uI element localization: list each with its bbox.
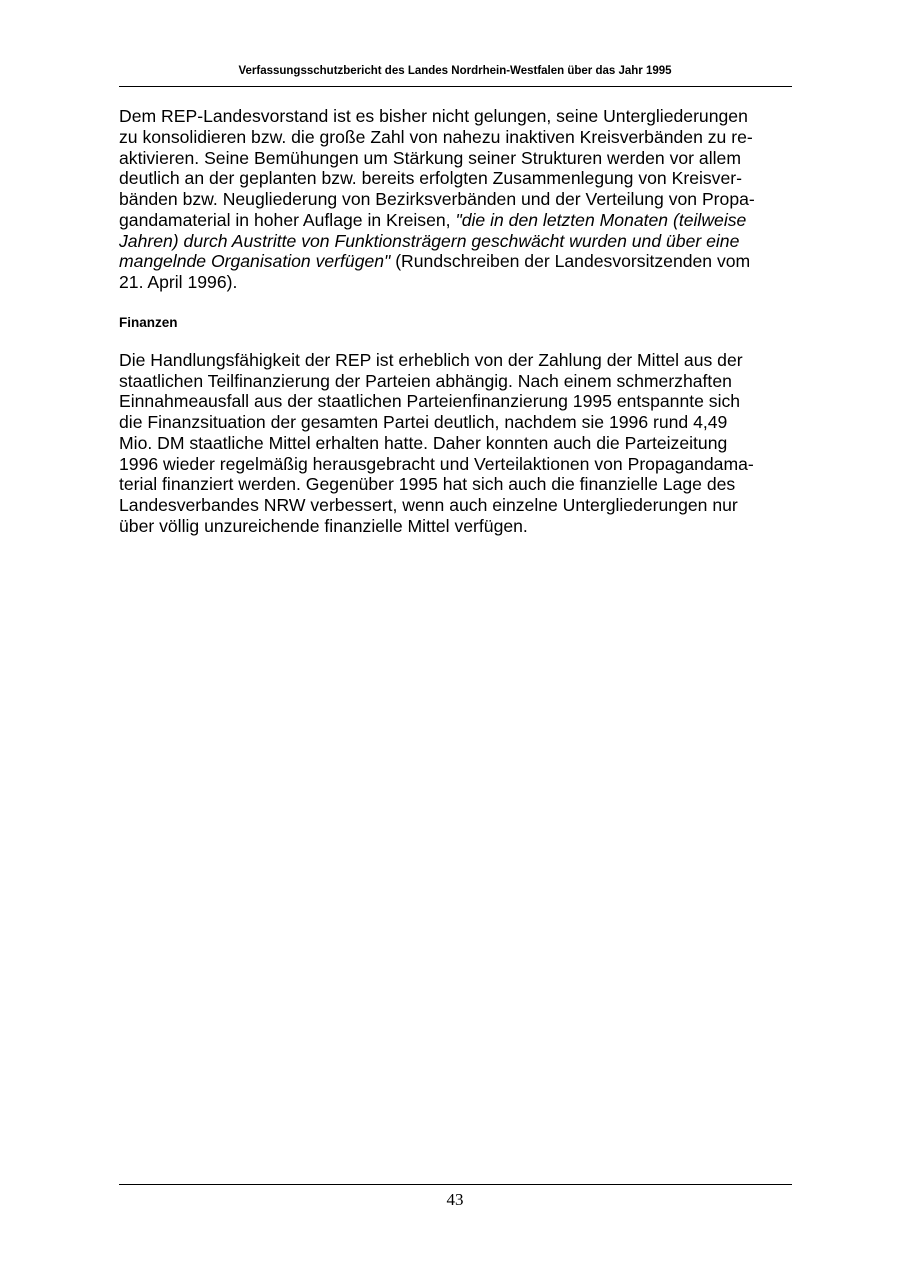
text-line: bänden bzw. Neugliederung von Bezirksverbänden und der Verteilung von Propa- [119,189,755,209]
text-line: Landesverbandes NRW verbessert, wenn auch einzelne Untergliederungen nur [119,495,738,515]
text-line: über völlig unzureichende finanzielle Mittel verfügen. [119,515,528,536]
text-line: Die Handlungsfähigkeit der REP ist erheblich von der Zahlung der Mittel aus der [119,349,743,370]
text-line: Mio. DM staatliche Mittel erhalten hatte. Daher konnten auch die Parteizeitung [119,432,728,453]
text-line: Dem REP-Landesvorstand ist es bisher nicht gelungen, seine Untergliederungen [119,106,748,126]
page-content [119,106,785,537]
header-divider [119,86,792,87]
text-line: aktivieren. Seine Bemühungen um Stärkung seiner Strukturen werden vor allem [119,147,741,168]
running-header: Verfassungsschutzbericht des Landes Nordrhein-Westfalen über das Jahr 1995 [238,65,672,77]
section-heading: Finanzen [119,314,178,330]
quotation: "die in den letzten Monaten (teilweise [455,209,747,230]
page-number: 43 [446,1190,464,1209]
body-paragraph [119,350,785,537]
text-line: terial finanziert werden. Gegenüber 1995 hat sich auch die finanzielle Lage des [119,474,736,495]
quotation: mangelnde Organisation verfügen" [119,251,391,272]
text-line: 21. April 1996). [119,272,238,292]
text-line: zu konsolidieren bzw. die große Zahl von nahezu inaktiven Kreisverbänden zu re- [119,126,753,147]
text-line: (Rundschreiben der Landesvorsitzenden vom [390,251,751,272]
text-line: staatlichen Teilfinanzierung der Parteien abhängig. Nach einem schmerzhaften [119,370,732,391]
text-line: Einnahmeausfall aus der staatlichen Parteienfinanzierung 1995 entspannte sich [119,391,741,412]
text-line: 1996 wieder regelmäßig herausgebracht und Verteilaktionen von Propagandama- [119,453,754,474]
body-paragraph [119,106,785,293]
text-line: deutlich an der geplanten bzw. bereits erfolgten Zusammenlegung von Kreisver- [119,168,742,189]
footer-divider [119,1184,792,1185]
text-line: die Finanzsituation der gesamten Partei deutlich, nachdem sie 1996 rund 4,49 [119,412,728,432]
text-line: gandamaterial in hoher Auflage in Kreisen, [119,209,456,230]
quotation: Jahren) durch Austritte von Funktionsträgern geschwächt wurden und über eine [119,230,740,251]
